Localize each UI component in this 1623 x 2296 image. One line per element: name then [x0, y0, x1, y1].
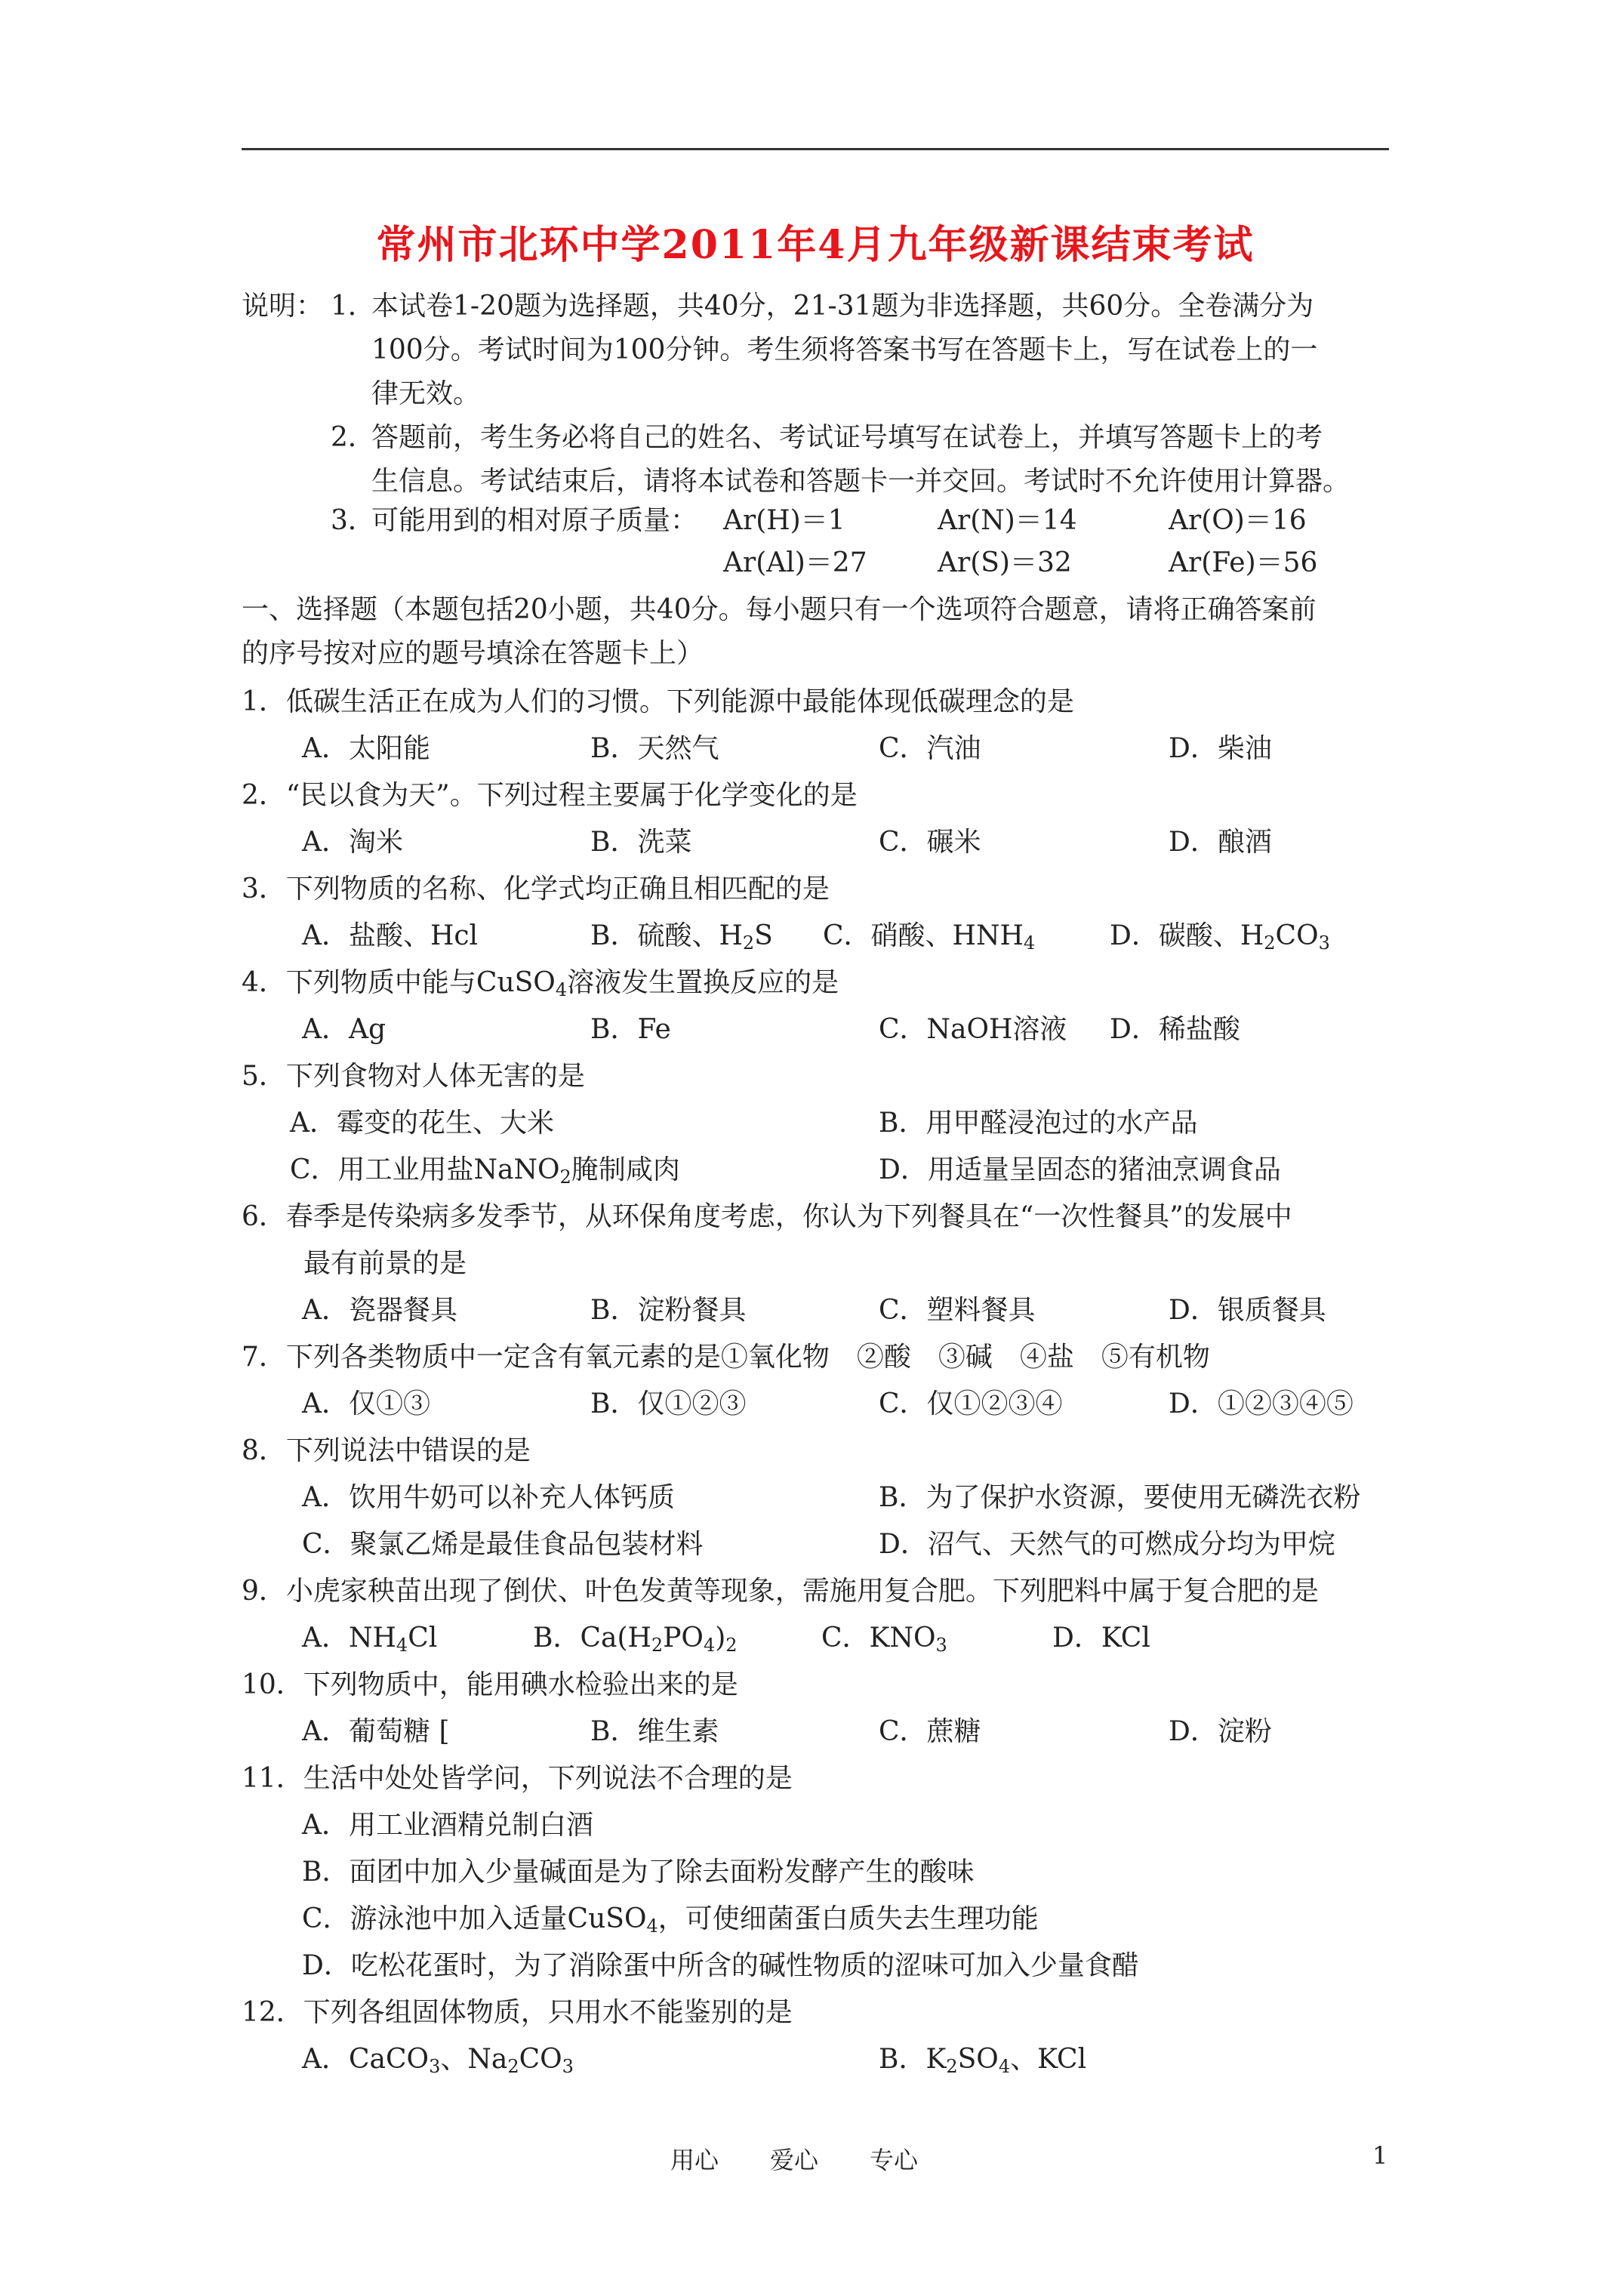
option-a: A．CaCO$_3$、$Na_2CO_3$	[302, 2044, 574, 2077]
question-stem: 6．春季是传染病多发季节，从环保角度考虑，你认为下列餐具在“一次性餐具”的发展中	[242, 1201, 1292, 1232]
question-stem: 12．下列各组固体物质，只用水不能鉴别的是	[242, 1997, 793, 2028]
option-d: D．沼气、天然气的可燃成分均为甲烷	[879, 1529, 1335, 1560]
note-1-line: 律无效。	[371, 378, 481, 409]
note-3-label: 可能用到的相对原子质量：	[371, 505, 698, 536]
option-a: A．用工业酒精兑制白酒	[302, 1810, 593, 1841]
option-d: D．酿酒	[1169, 827, 1272, 858]
question-stem: 4．下列物质中能与CuSO$_4$溶液发生置换反应的是	[242, 967, 839, 1000]
notes-prefix: 说明：	[242, 291, 324, 322]
exam-title: 常州市北环中学2011年4月九年级新课结束考试	[376, 222, 1255, 268]
option-c: C．汽油	[879, 733, 981, 764]
option-c: C．硝酸、$HNH_4$	[823, 920, 1036, 954]
question-stem: 9．小虎家秧苗出现了倒伏、叶色发黄等现象，需施用复合肥。下列肥料中属于复合肥的是	[242, 1576, 1319, 1607]
note-2-number: 2．	[331, 422, 375, 453]
option-c: C．NaOH溶液	[879, 1014, 1067, 1045]
atomic-mass: Ar(Fe)＝56	[1169, 547, 1318, 578]
section-heading: 一、选择题（本题包括20小题，共40分。每小题只有一个选项符合题意，请将正确答案前	[242, 594, 1317, 625]
option-a: A．$NH_4Cl$	[302, 1623, 438, 1656]
option-a: A．霉变的花生、大米	[290, 1108, 554, 1139]
option-b: B．$Ca(H_2PO_4)_2$	[533, 1623, 738, 1656]
section-heading: 的序号按对应的题号填涂在答题卡上）	[242, 638, 704, 669]
option-b: B．硫酸、$H_2S$	[590, 920, 773, 954]
question-stem: 3．下列物质的名称、化学式均正确且相匹配的是	[242, 874, 830, 905]
option-b: B．维生素	[590, 1716, 719, 1747]
note-1-number: 1．	[331, 291, 375, 322]
option-a: A．瓷器餐具	[302, 1295, 457, 1326]
atomic-mass: Ar(H)＝1	[723, 505, 845, 536]
option-d: D．碳酸、$H_2CO_3$	[1110, 920, 1330, 954]
note-2-line: 生信息。考试结束后，请将本试卷和答题卡一并交回。考试时不允许使用计算器。	[371, 466, 1350, 497]
option-b: B．洗菜	[590, 827, 692, 858]
option-b: B．仅①②③	[590, 1388, 747, 1419]
note-1-line: 本试卷1-20题为选择题，共40分，21-31题为非选择题，共60分。全卷满分为	[371, 291, 1314, 322]
question-stem: 11．生活中处处皆学问，下列说法不合理的是	[242, 1763, 793, 1794]
atomic-mass: Ar(N)＝14	[938, 505, 1077, 536]
option-c: C．仅①②③④	[879, 1388, 1063, 1419]
option-a: A．淘米	[302, 827, 403, 858]
question-stem: 7．下列各类物质中一定含有氧元素的是①氧化物 ②酸 ③碱 ④盐 ⑤有机物	[242, 1342, 1210, 1373]
page-number: 1	[1372, 2141, 1388, 2170]
note-2-line: 答题前，考生务必将自己的姓名、考试证号填写在试卷上，并填写答题卡上的考	[371, 422, 1323, 453]
option-d: D．①②③④⑤	[1169, 1388, 1354, 1419]
question-stem: 5．下列食物对人体无害的是	[242, 1061, 585, 1092]
option-a: A．太阳能	[302, 733, 430, 764]
option-c: C．用工业用盐NaNO$_2$腌制咸肉	[290, 1154, 680, 1188]
footer-motto: 用心	[670, 2146, 719, 2174]
option-b: B．淀粉餐具	[590, 1295, 747, 1326]
atomic-mass: Ar(Al)＝27	[723, 547, 867, 578]
option-b: B．$K_2SO_4$、KCl	[879, 2044, 1087, 2077]
option-c: C．游泳池中加入适量CuSO$_4$，可使细菌蛋白质失去生理功能	[302, 1903, 1039, 1937]
option-a: A．饮用牛奶可以补充人体钙质	[302, 1482, 675, 1513]
option-c: C．碾米	[879, 827, 981, 858]
option-d: D．KCl	[1052, 1623, 1150, 1653]
note-1-line: 100分。考试时间为100分钟。考生须将答案书写在答题卡上，写在试卷上的一	[371, 334, 1318, 365]
footer-motto: 爱心	[770, 2146, 819, 2174]
option-a: A．葡萄糖 [	[302, 1716, 450, 1747]
footer-motto: 专心	[870, 2146, 919, 2174]
atomic-mass: Ar(S)＝32	[938, 547, 1072, 578]
question-stem: 10．下列物质中，能用碘水检验出来的是	[242, 1669, 738, 1700]
option-a: A．盐酸、Hcl	[302, 920, 479, 951]
option-a: A．仅①③	[302, 1388, 430, 1419]
option-b: B．面团中加入少量碱面是为了除去面粉发酵产生的酸味	[302, 1857, 975, 1888]
question-stem: 最有前景的是	[303, 1248, 467, 1279]
option-c: C．$KNO_3$	[821, 1623, 947, 1656]
option-c: C．蔗糖	[879, 1716, 981, 1747]
option-c: C．塑料餐具	[879, 1295, 1036, 1326]
atomic-mass: Ar(O)＝16	[1169, 505, 1307, 536]
option-d: D．稀盐酸	[1110, 1014, 1240, 1045]
option-b: B．天然气	[590, 733, 719, 764]
option-d: D．银质餐具	[1169, 1295, 1326, 1326]
option-a: A．Ag	[302, 1014, 387, 1045]
question-stem: 1．低碳生活正在成为人们的习惯。下列能源中最能体现低碳理念的是	[242, 686, 1074, 717]
option-b: B．用甲醛浸泡过的水产品	[879, 1108, 1198, 1139]
option-d: D．淀粉	[1169, 1716, 1272, 1747]
question-stem: 8．下列说法中错误的是	[242, 1435, 531, 1466]
header-rule	[242, 148, 1389, 150]
option-b: B．为了保护水资源，要使用无磷洗衣粉	[879, 1482, 1361, 1513]
option-d: D．柴油	[1169, 733, 1272, 764]
note-3-number: 3．	[331, 505, 375, 536]
option-c: C．聚氯乙烯是最佳食品包装材料	[302, 1529, 704, 1560]
question-stem: 2．“民以食为天”。下列过程主要属于化学变化的是	[242, 780, 858, 811]
option-d: D．用适量呈固态的猪油烹调食品	[879, 1154, 1281, 1185]
option-b: B．Fe	[590, 1014, 671, 1045]
option-d: D．吃松花蛋时，为了消除蛋中所含的碱性物质的涩味可加入少量食醋	[302, 1950, 1139, 1981]
